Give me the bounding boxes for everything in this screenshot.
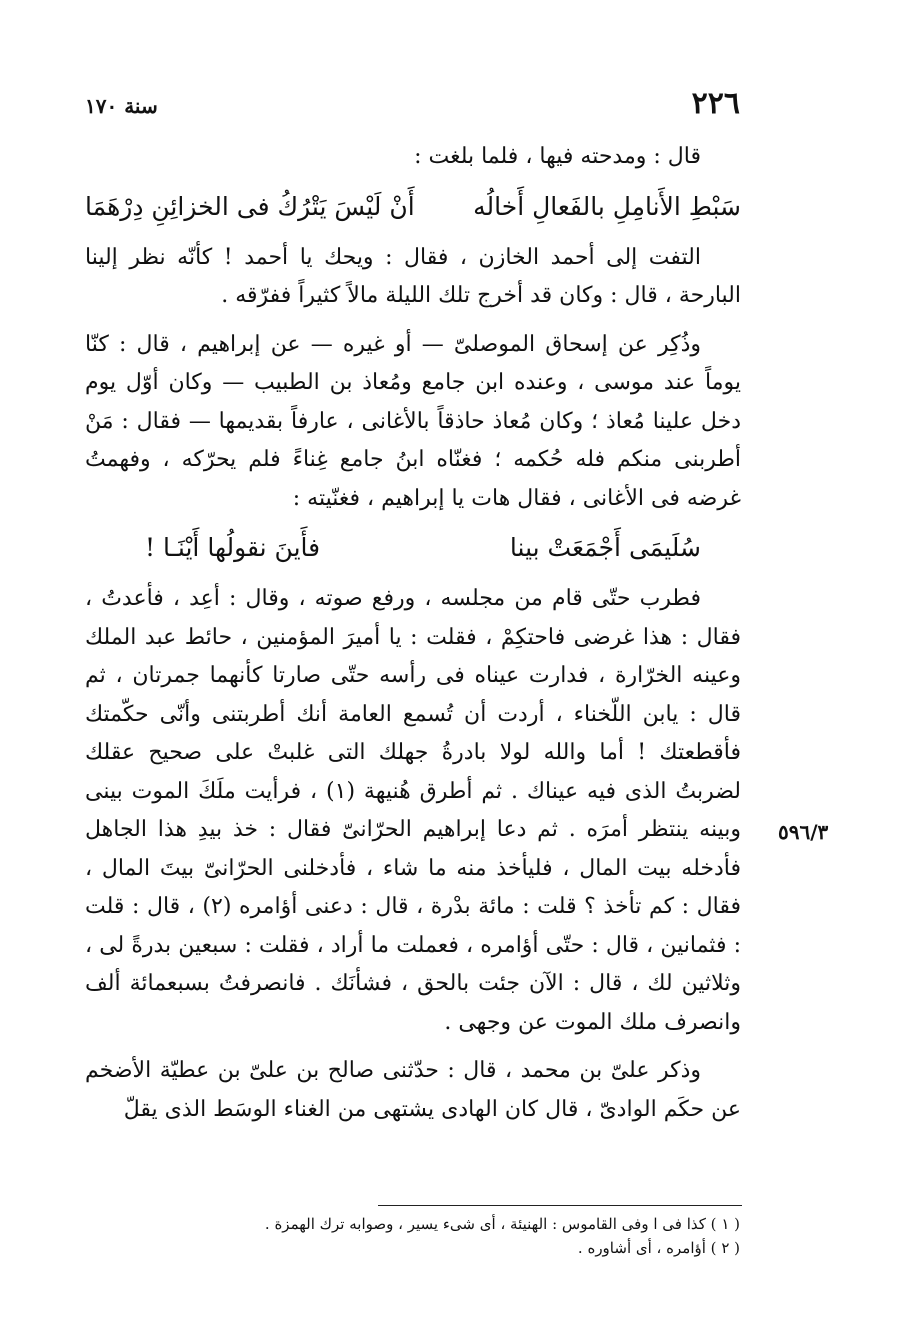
paragraph: وذُكِر عن إسحاق الموصلىّ — أو غيره — عن إبراهيم ، قال : كنّا يوماً عند موسى ، وعنده ابن جامع ومُعاذ بن الطبيب — وكان أوّل يوم دخل علينا مُعاذ ؛ وكان مُعاذ حاذقاً بالأغانى ، عارفاً بقديمها — فقال : مَنْ أطربنى منكم فله حُكمه ؛ فغنّاه ابنُ جامع غِناءً فلم يحرّكه ، وفهمتُ غرضه فى الأغانى ، فقال هات يا إبراهيم ، فغنّيته :	[85, 331, 741, 511]
footnote-2: ( ٢ ) أؤامره ، أى أشاوره .	[577, 1239, 740, 1257]
paragraph-gap	[85, 316, 741, 326]
footnote-divider	[378, 1205, 742, 1206]
verse-hemistich-first: سَبْطِ الأَنامِلِ بالفَعالِ أَخالُه	[473, 191, 741, 221]
paragraph: التفت إلى أحمد الخازن ، فقال : ويحك يا أحمد ! كأنّه نظر إلينا البارحة ، قال : وكان قد أخرج تلك الليلة مالاً كثيراً ففرّقه .	[85, 244, 741, 308]
verse-line	[85, 524, 741, 572]
verse-hemistich-second: فأَينَ نقولُها أَيْنَـا !	[145, 533, 321, 562]
margin-reference: ٥٩٦/٣	[778, 820, 829, 844]
verse-hemistich-first: سُلَيمَى أَجْمَعَتْ بينا	[509, 533, 701, 562]
footnote-1: ( ١ ) كذا فى ا وفى القاموس : الهنيئة ، أى شىء يسير ، وصوابه ترك الهمزة .	[264, 1215, 740, 1233]
paragraph: فطرب حتّى قام من مجلسه ، ورفع صوته ، وقال : أعِد ، فأعدتُ ، فقال : هذا غرضى فاحتكِمْ ، فقلت : يا أميرَ المؤمنين ، حائط عبد الملك وعينه الخرّارة ، فدارت عيناه فى رأسه حتّى صارتا كأنهما جمرتان ، ثم قال : يابن اللّخناء ، أردت أن تُسمع العامة أنك أطربتنى وأنّى حكّمتك فأقطعتك ! أما والله لولا بادرةُ جهلك التى غلبتْ على صحيح عقلك لضربتُ الذى فيه عيناك . ثم أطرق هُنيهة (١) ، فرأيت ملَكَ الموت بينى وبينه ينتظر أمرَه . ثم دعا إبراهيم الحرّانىّ فقال : خذ بيدِ هذا الجاهل فأدخله بيت المال ، فليأخذ منه ما شاء ، فأدخلنى الحرّانىّ بيتَ المال ، فقال : كم تأخذ ؟ قلت : مائة بدْرة ، قال : دعنى أؤامره (٢) ، قال : قلت : فثمانين ، قال : حتّى أؤامره ، فعملت ما أراد ، فقلت : سبعين بدرةً لى ، وثلاثين لك ، قال : الآن جئت بالحق ، فشأنَك . فانصرفتُ بسبعمائة ألف وانصرف ملك الموت عن وجهى .	[85, 586, 741, 1035]
verse-line	[85, 183, 741, 231]
verse-hemistich-second: أَنْ لَيْسَ يَتْرُكُ فى الخزائِنِ دِرْهَمَا	[85, 191, 415, 221]
year-heading: سنة ١٧٠	[85, 94, 158, 118]
page-number: ٢٢٦	[691, 86, 740, 121]
paragraph-intro: قال : ومدحته فيها ، فلما بلغت :	[414, 144, 701, 169]
paragraph: وذكر علىّ بن محمد ، قال : حدّثنى صالح بن علىّ بن عطيّة الأضخم عن حكَم الوادىّ ، قال كان الهادى يشتهى من الغناء الوسَط الذى يقلّ	[85, 1058, 741, 1122]
paragraph-gap	[85, 1042, 741, 1052]
page-header	[85, 86, 740, 126]
footnotes	[200, 1212, 740, 1260]
main-text	[85, 138, 741, 1129]
